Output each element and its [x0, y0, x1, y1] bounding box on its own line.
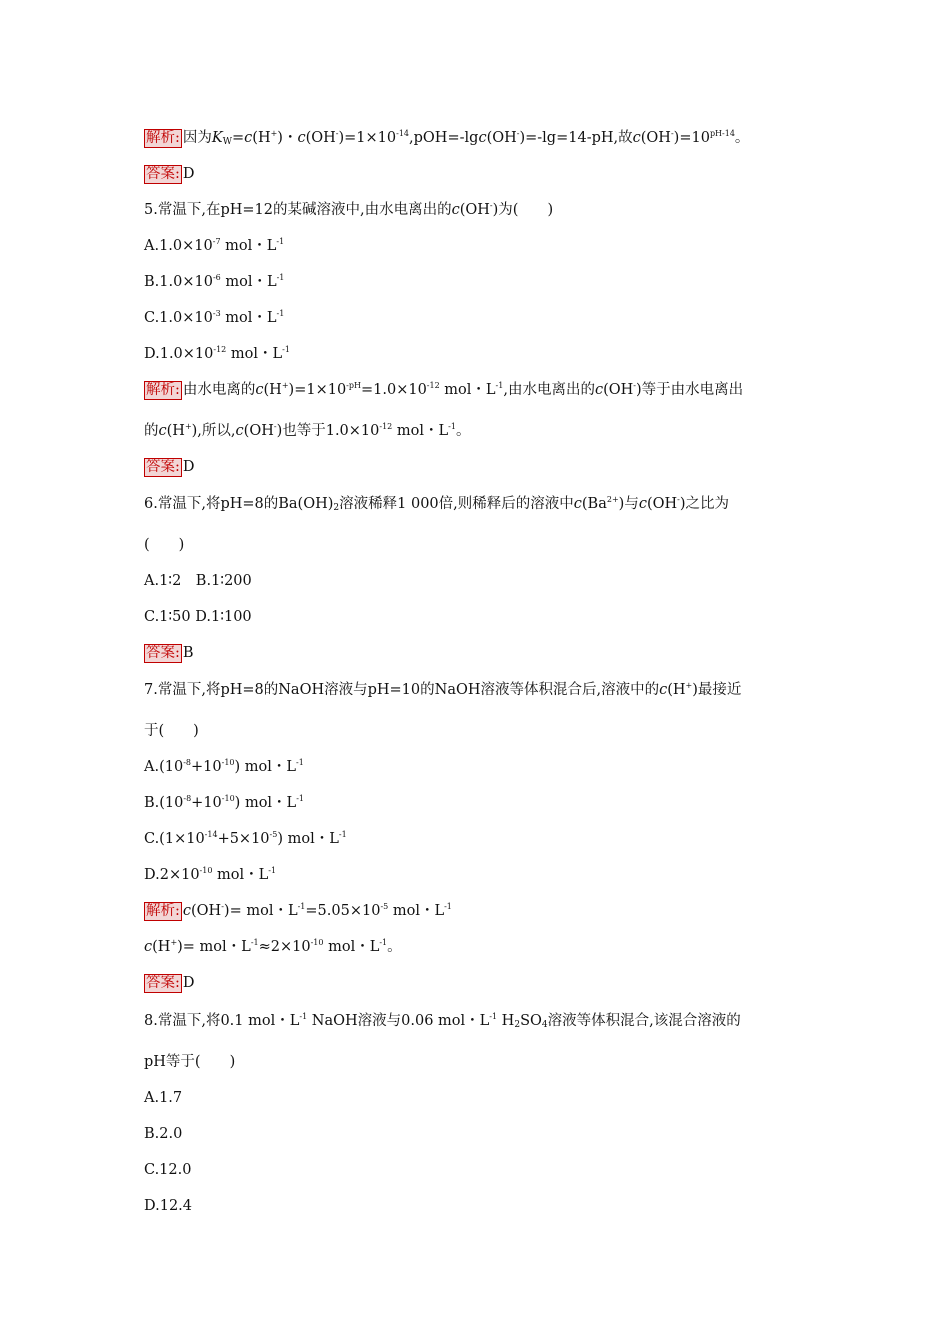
- q7-analysis-line1: 解析: c(OH-)= mol・$L^{-1}=5.05\times 10^{-5}$ mol・$L^{-1}$: [146, 902, 452, 919]
- q4-analysis: 解析: 因为$K_W=c(H^+)$・$c(OH^-)=1\times 10^{-14},pOH=-\lg c(OH^-)=-\lg=14-pH$,故$c(OH^-)=10^{pH-14}$。: [146, 129, 750, 147]
- q8-option-d: D.12.4: [144, 1198, 193, 1214]
- q6-stem-line1: 6.常温下,将pH=8的$Ba(OH)_2$溶液稀释1 000倍,则稀释后的溶液中$c(Ba^{2+})$与c(OH-)之比为: [144, 495, 730, 513]
- q7-analysis-line2: c(H+)= mol・$L^{-1}\approx 2\times 10^{-10}$ mol・$L^{-1}$。: [144, 938, 402, 955]
- q5-option-d: $D.1.0\times 10^{-12}$ mol・$L^{-1}$: [144, 345, 290, 362]
- answer-label: 答案:: [146, 975, 180, 991]
- q6-stem-line2: ( ): [144, 537, 185, 553]
- answer-label: 答案:: [146, 645, 180, 661]
- analysis-label: 解析:: [146, 903, 180, 919]
- analysis-label: 解析:: [146, 382, 180, 398]
- q8-option-a: A.1.7: [144, 1090, 183, 1106]
- q5-option-a: $A.1.0\times 10^{-7}$ mol・$L^{-1}$: [144, 237, 285, 254]
- q5-stem: 5.常温下,在pH=12的某碱溶液中,由水电离出的c(OH-)为( ): [144, 201, 554, 218]
- q7-option-c: $C.(1\times 10^{-14}+5\times 10^{-5})$ mol・$L^{-1}$: [144, 830, 347, 847]
- q8-stem-line1: 8.常温下,将0.1 mol・$L^{-1}$ NaOH溶液与0.06 mol・$L^{-1}$ $H_2SO_4$溶液等体积混合,该混合溶液的: [144, 1012, 741, 1030]
- analysis-label: 解析:: [146, 130, 180, 146]
- q4-answer: 答案: D: [146, 166, 195, 182]
- q6-options-ab: A.1∶2 B.1∶200: [144, 573, 252, 589]
- q8-option-c: C.12.0: [144, 1162, 192, 1178]
- q7-answer: 答案: D: [146, 975, 195, 991]
- q5-analysis-line1: 解析: 由水电离的$c(H^+)=1\times 10^{-pH}=1.0\times 10^{-12}$ mol・$L^{-1}$,由水电离出的c(OH-)等于由水电离出: [146, 381, 744, 398]
- answer-label: 答案:: [146, 166, 180, 182]
- q8-stem-line2: pH等于( ): [144, 1054, 236, 1070]
- q7-stem-line2: 于( ): [144, 723, 199, 739]
- q8-option-b: B.2.0: [144, 1126, 183, 1142]
- q5-answer: 答案: D: [146, 459, 195, 475]
- q5-analysis-line2: 的c(H+),所以,c(OH-)也等于$1.0\times 10^{-12}$ mol・$L^{-1}$。: [144, 422, 471, 439]
- q7-option-b: $B.(10^{-8}+10^{-10})$ mol・$L^{-1}$: [144, 794, 304, 811]
- q6-options-cd: C.1∶50 D.1∶100: [144, 609, 252, 625]
- q5-option-b: $B.1.0\times 10^{-6}$ mol・$L^{-1}$: [144, 273, 285, 290]
- q5-option-c: $C.1.0\times 10^{-3}$ mol・$L^{-1}$: [144, 309, 285, 326]
- q7-stem-line1: 7.常温下,将pH=8的NaOH溶液与pH=10的NaOH溶液等体积混合后,溶液中的c(H+)最接近: [144, 681, 742, 698]
- q7-option-a: $A.(10^{-8}+10^{-10})$ mol・$L^{-1}$: [144, 758, 304, 775]
- answer-label: 答案:: [146, 459, 180, 475]
- q6-answer: 答案: B: [146, 645, 194, 661]
- q7-option-d: $D.2\times 10^{-10}$ mol・$L^{-1}$: [144, 866, 277, 883]
